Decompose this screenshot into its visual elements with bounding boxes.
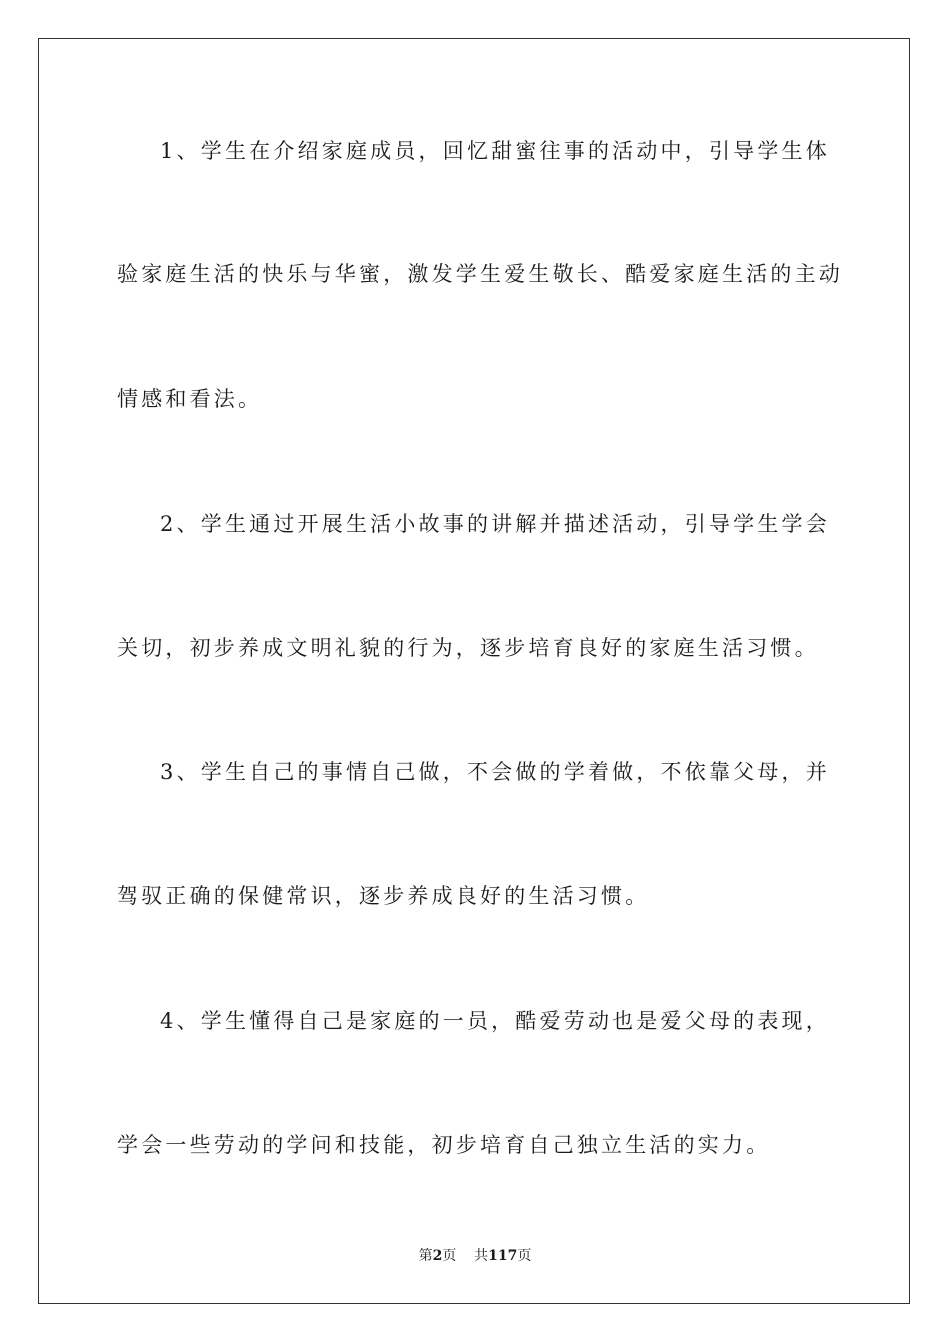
paragraph-1-line-3: 情感和看法。 [117, 387, 263, 411]
total-prefix: 共 [474, 1248, 489, 1264]
paragraph-3-line-2: 驾驭正确的保健常识，逐步养成良好的生活习惯。 [117, 884, 650, 908]
page-number: 2 [432, 1248, 443, 1264]
paragraph-2-line-2: 关切，初步养成文明礼貌的行为，逐步培育良好的家庭生活习惯。 [117, 636, 819, 660]
total-pages: 117 [488, 1248, 518, 1264]
page-suffix: 页 [442, 1248, 457, 1264]
paragraph-4-line-2: 学会一些劳动的学问和技能，初步培育自己独立生活的实力。 [117, 1133, 771, 1157]
paragraph-1-line-2: 验家庭生活的快乐与华蜜，激发学生爱生敬长、酷爱家庭生活的主动 [117, 262, 843, 286]
paragraph-1-line-1: 1、学生在介绍家庭成员，回忆甜蜜往事的活动中，引导学生体 [160, 139, 830, 163]
paragraph-2-line-1: 2、学生通过开展生活小故事的讲解并描述活动，引导学生学会 [160, 512, 830, 536]
paragraph-3-line-1: 3、学生自己的事情自己做，不会做的学着做，不依靠父母，并 [160, 760, 830, 784]
paragraph-4-line-1: 4、学生懂得自己是家庭的一员，酷爱劳动也是爱父母的表现， [160, 1009, 830, 1033]
total-suffix: 页 [517, 1248, 532, 1264]
page-prefix: 第 [418, 1248, 433, 1264]
page-border [38, 38, 910, 1304]
page-footer [0, 1246, 950, 1266]
